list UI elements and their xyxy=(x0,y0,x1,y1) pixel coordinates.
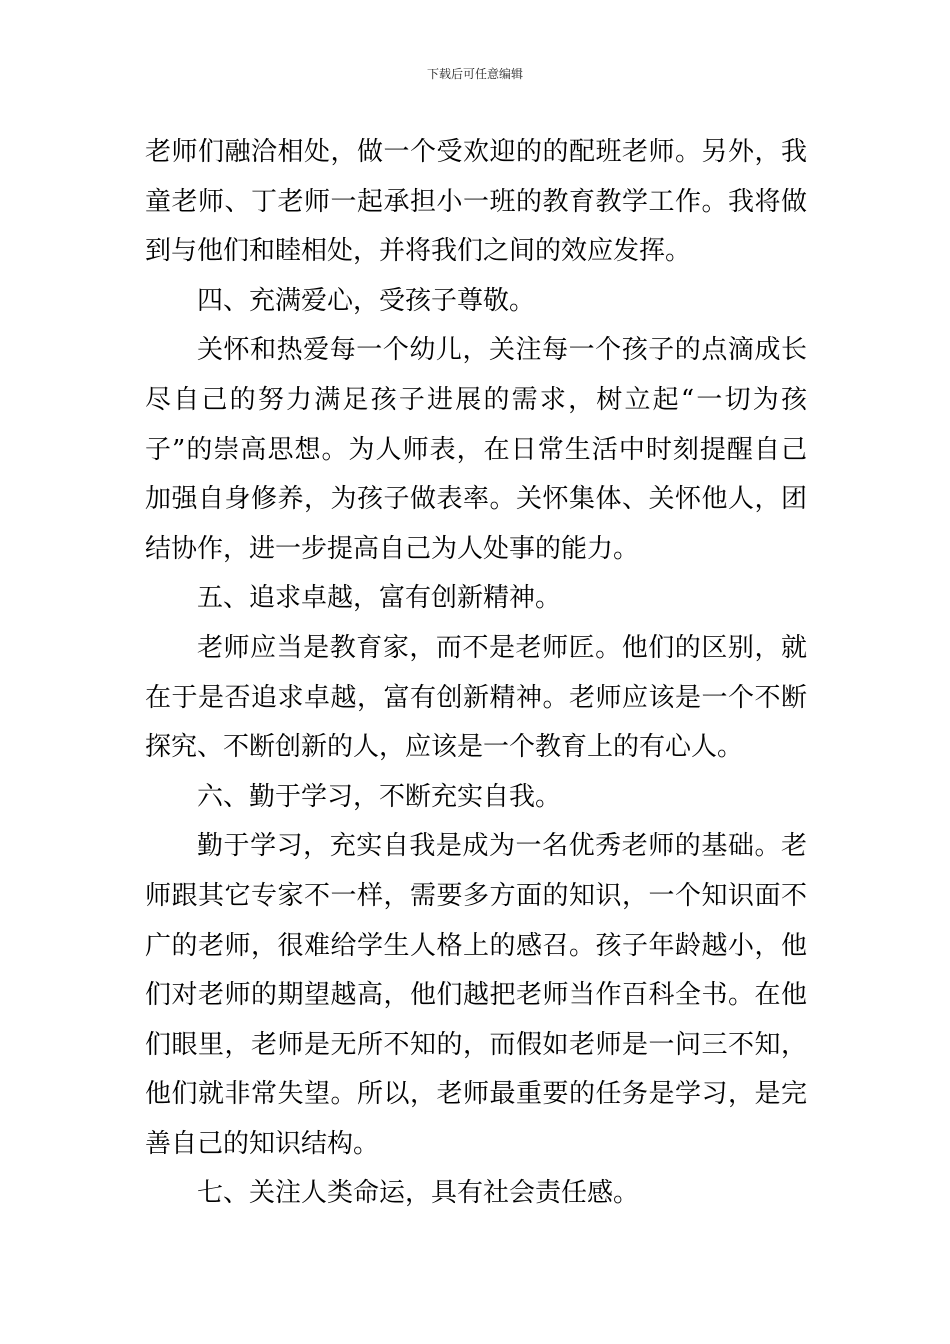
text-line: 们对老师的期望越高，他们越把老师当作百科全书。在他 xyxy=(145,980,807,1011)
text-line: 广的老师，很难给学生人格上的感召。孩子年龄越小，他 xyxy=(145,930,807,961)
text-line: 善自己的知识结构。 xyxy=(145,1128,380,1159)
text-line: 探究、不断创新的人，应该是一个教育上的有心人。 xyxy=(145,732,744,763)
text-line: 他们就非常失望。所以，老师最重要的任务是学习，是完 xyxy=(145,1079,807,1110)
section-heading: 七、关注人类命运，具有社会责任感。 xyxy=(197,1178,640,1209)
text-line: 关怀和热爱每一个幼儿，关注每一个孩子的点滴成长 xyxy=(197,335,807,366)
text-line: 到与他们和睦相处，并将我们之间的效应发挥。 xyxy=(145,236,692,267)
text-line: 童老师、丁老师一起承担小一班的教育教学工作。我将做 xyxy=(145,186,807,217)
text-line: 老师们融洽相处，做一个受欢迎的的配班老师。另外，我 xyxy=(145,137,807,167)
page-header: 下载后可任意编辑 xyxy=(426,67,523,81)
text-line: 们眼里，老师是无所不知的，而假如老师是一问三不知， xyxy=(145,1029,807,1060)
text-line: 师跟其它专家不一样，需要多方面的知识，一个知识面不 xyxy=(145,880,807,911)
text-line: 在于是否追求卓越，富有创新精神。老师应该是一个不断 xyxy=(145,682,807,713)
text-line: 勤于学习，充实自我是成为一名优秀老师的基础。老 xyxy=(197,831,807,862)
section-heading: 五、追求卓越，富有创新精神。 xyxy=(197,583,562,614)
text-line: 子”的崇高思想。为人师表，在日常生活中时刻提醒自己 xyxy=(145,434,807,465)
text-line: 老师应当是教育家，而不是老师匠。他们的区别，就 xyxy=(197,632,807,663)
document-body xyxy=(145,128,807,1219)
text-line: 结协作，进一步提高自己为人处事的能力。 xyxy=(145,533,640,564)
section-heading: 四、充满爱心，受孩子尊敬。 xyxy=(197,285,536,316)
text-line: 加强自身修养，为孩子做表率。关怀集体、关怀他人，团 xyxy=(145,484,807,515)
section-heading: 六、勤于学习，不断充实自我。 xyxy=(197,781,562,812)
text-line: 尽自己的努力满足孩子进展的需求，树立起“一切为孩 xyxy=(145,384,807,415)
